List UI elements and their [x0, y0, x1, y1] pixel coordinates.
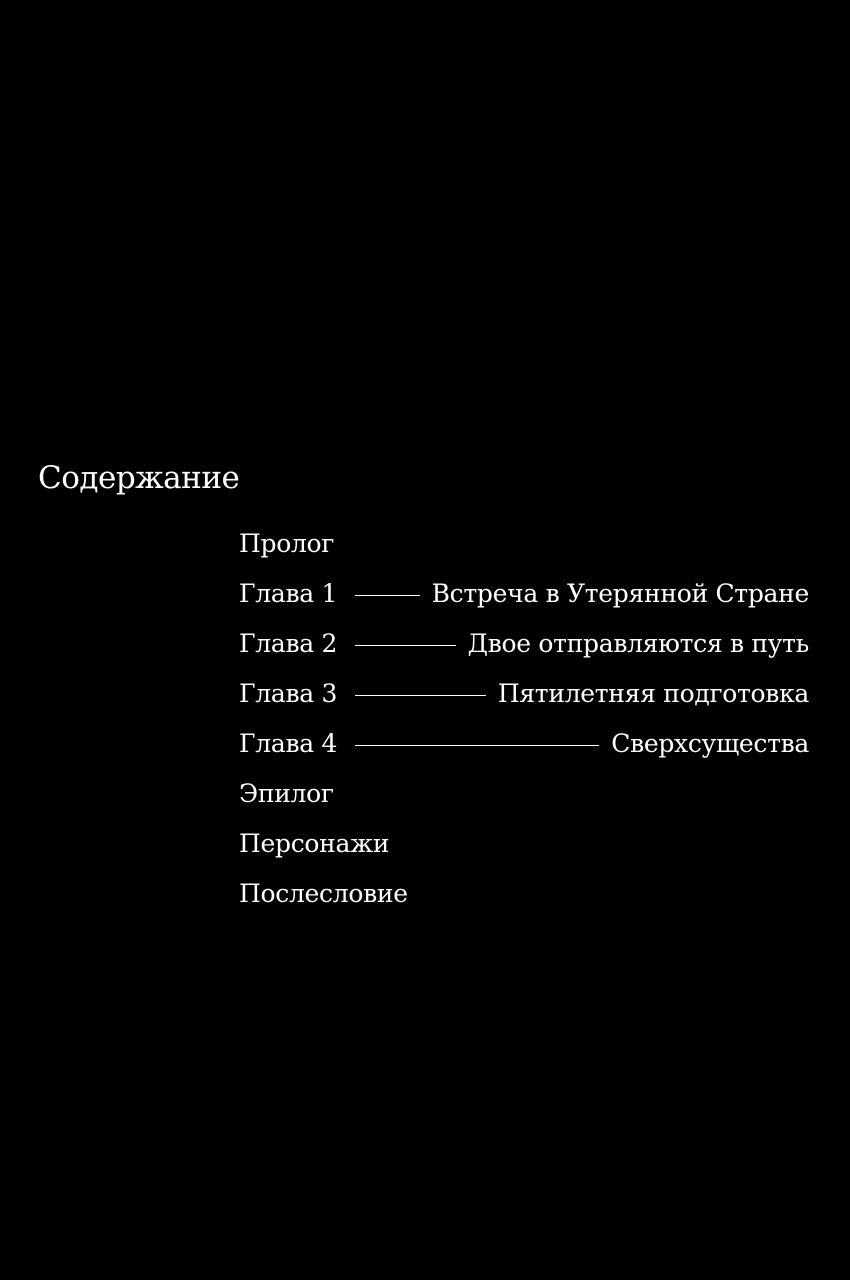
- toc-list: [239, 518, 809, 918]
- toc-entry-subtitle: Двое отправляются в путь: [467, 628, 809, 658]
- toc-leader-line: [355, 595, 420, 596]
- toc-entry-chapter-3[interactable]: [239, 668, 809, 718]
- toc-entry-characters[interactable]: [239, 818, 809, 868]
- toc-leader-line: [355, 645, 456, 646]
- toc-entry-label: Персонажи: [239, 828, 390, 858]
- toc-entry-chapter-1[interactable]: [239, 568, 809, 618]
- toc-entry-label: Глава 3: [239, 678, 338, 708]
- toc-entry-subtitle: Пятилетняя подготовка: [497, 678, 809, 708]
- toc-entry-label: Послесловие: [239, 878, 408, 908]
- toc-entry-label: Глава 1: [239, 578, 338, 608]
- toc-entry-label: Глава 4: [239, 728, 338, 758]
- toc-entry-epilogue[interactable]: [239, 768, 809, 818]
- toc-entry-subtitle: Сверхсущества: [611, 728, 809, 758]
- toc-entry-prologue[interactable]: [239, 518, 809, 568]
- toc-leader-line: [355, 745, 599, 746]
- toc-entry-label: Эпилог: [239, 778, 334, 808]
- toc-entry-chapter-4[interactable]: [239, 718, 809, 768]
- toc-entry-label: Пролог: [239, 528, 335, 558]
- toc-entry-subtitle: Встреча в Утерянной Стране: [431, 578, 809, 608]
- toc-entry-chapter-2[interactable]: [239, 618, 809, 668]
- toc-title: Содержание: [38, 460, 240, 496]
- toc-leader-line: [355, 695, 486, 696]
- toc-entry-label: Глава 2: [239, 628, 338, 658]
- toc-entry-afterword[interactable]: [239, 868, 809, 918]
